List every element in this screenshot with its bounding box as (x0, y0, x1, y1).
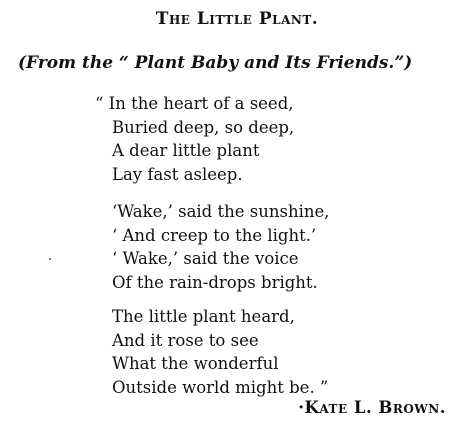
poem-line: Outside world might be. ” (112, 377, 329, 397)
poem-line: What the wonderful (112, 354, 279, 373)
poem-line: The little plant heard, (112, 307, 295, 326)
poem-line: Of the rain-drops bright. (112, 272, 318, 292)
poem-line: Lay fast asleep. (112, 164, 243, 184)
stanza-1 (95, 92, 294, 186)
poem-line: ‘ Wake,’ said the voice (112, 249, 299, 268)
ink-speck (49, 258, 51, 260)
poem-title: The Little Plant. (155, 9, 319, 29)
poem-line: And it rose to see (112, 330, 259, 350)
stanza-3 (112, 305, 328, 399)
poem-line: ‘Wake,’ said the sunshine, (112, 202, 330, 221)
stanza-2 (112, 200, 330, 294)
poem-line: “ In the heart of a seed, (95, 94, 294, 113)
poem-line: ‘ And creep to the light.’ (112, 225, 317, 245)
poem-line: A dear little plant (112, 141, 260, 160)
poem-source: (From the “ Plant Baby and Its Friends.”) (18, 53, 413, 73)
poem-line: Buried deep, so deep, (112, 117, 295, 137)
poem-author: ·Kate L. Brown. (298, 398, 446, 417)
